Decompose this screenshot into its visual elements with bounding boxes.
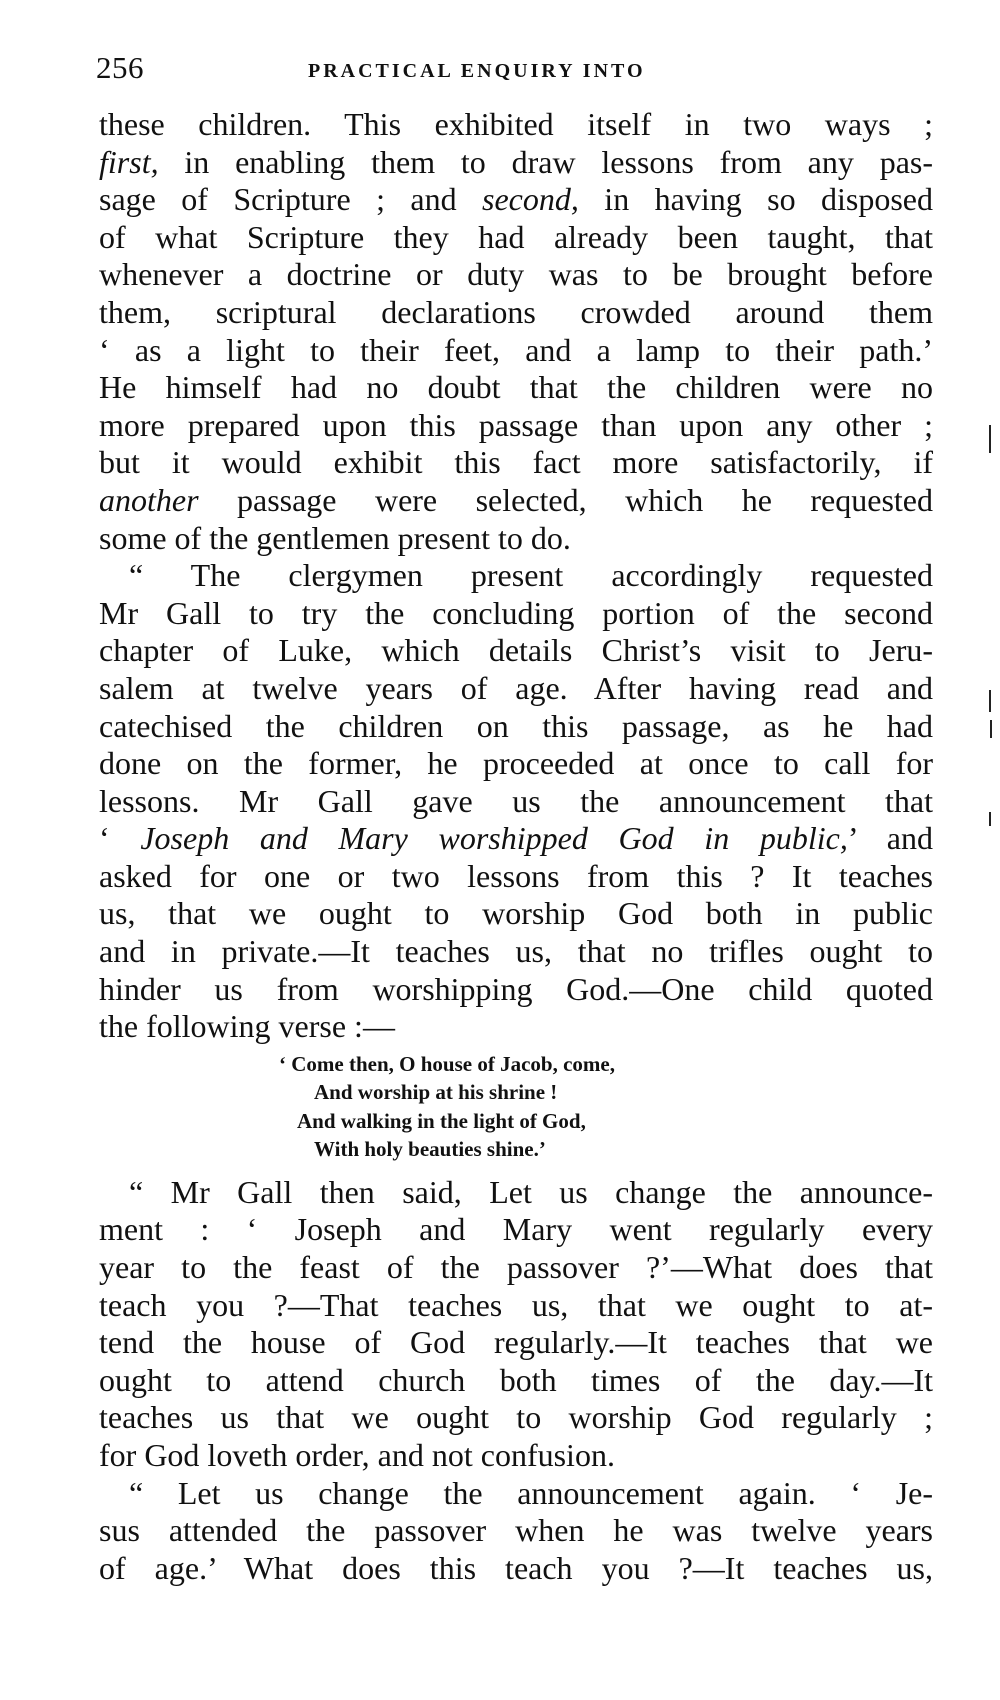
text-line: them, scriptural declarations crowded around them (99, 293, 933, 330)
text-line: lessons. Mr Gall gave us the announcement that (99, 782, 933, 819)
text-line: tend the house of God regularly.—It teaches that we (99, 1324, 933, 1361)
text-line: whenever a doctrine or duty was to be brought before (99, 256, 933, 293)
text-line: these children. This exhibited itself in two ways ; (99, 106, 933, 142)
text-line: us, that we ought to worship God both in public (99, 895, 933, 932)
poem-line: ‘ Come then, O house of Jacob, come, (279, 1051, 615, 1076)
text-line: sus attended the passover when he was twelve years (99, 1512, 933, 1549)
text-line: and in private.—It teaches us, that no trifles ought to (99, 933, 933, 970)
text-line: more prepared upon this passage than upon any other ; (99, 406, 933, 443)
poem-line: With holy beauties shine.’ (314, 1137, 546, 1162)
body-text (99, 106, 933, 1587)
text-line: chapter of Luke, which details Christ’s visit to Jeru- (99, 632, 933, 669)
text-line: year to the feast of the passover ?’—What does that (99, 1249, 933, 1286)
text-line: ‘ as a light to their feet, and a lamp to their path.’ (99, 331, 933, 368)
poem-quotation (99, 1046, 933, 1174)
text-line: for God loveth order, and not confusion. (99, 1437, 615, 1473)
italic-word: second, (482, 181, 579, 218)
margin-scan-marks (985, 0, 1000, 1700)
text-span: in enabling them to draw lessons from any pas- (158, 143, 933, 180)
text-line (99, 144, 933, 182)
text-span: passage were selected, which he requested (198, 481, 933, 518)
text-line: of what Scripture they had already been taught, that (99, 218, 933, 255)
text-line: of age.’ What does this teach you ?—It teaches us, (99, 1549, 933, 1586)
italic-word: first, (99, 143, 159, 180)
italic-word: another (99, 481, 199, 518)
text-span: ‘ (99, 820, 141, 857)
scan-mark (989, 425, 991, 453)
text-line: some of the gentlemen present to do. (99, 519, 571, 556)
poem-line: And walking in the light of God, (297, 1108, 586, 1133)
italic-phrase: Joseph and Mary worshipped God in public, (140, 820, 848, 857)
poem-line: And worship at his shrine ! (314, 1080, 558, 1105)
text-line (99, 820, 933, 858)
text-line (99, 181, 933, 219)
text-line: “ Let us change the announcement again. ‘ Je- (129, 1474, 933, 1511)
text-span: ’ and (847, 820, 934, 857)
page-header (96, 50, 936, 90)
text-line: teaches us that we ought to worship God regularly ; (99, 1399, 933, 1436)
page-number: 256 (96, 50, 144, 85)
scan-mark (989, 690, 991, 712)
text-line: the following verse :— (99, 1008, 395, 1045)
text-line: but it would exhibit this fact more satisfactorily, if (99, 444, 933, 481)
text-line: asked for one or two lessons from this ? It teaches (99, 857, 933, 894)
text-line: salem at twelve years of age. After having read and (99, 669, 933, 706)
text-line: hinder us from worshipping God.—One child quoted (99, 970, 933, 1007)
text-span: sage of Scripture ; and (99, 181, 483, 218)
text-line: teach you ?—That teaches us, that we ought to at- (99, 1286, 933, 1323)
text-line: ment : ‘ Joseph and Mary went regularly every (99, 1211, 933, 1248)
text-line: ought to attend church both times of the day.—It (99, 1361, 933, 1398)
text-line: “ Mr Gall then said, Let us change the announce- (129, 1173, 933, 1210)
running-head: PRACTICAL ENQUIRY INTO (308, 60, 646, 82)
text-line: “ The clergymen present accordingly requested (129, 557, 933, 594)
text-line: Mr Gall to try the concluding portion of the second (99, 594, 933, 631)
scan-mark (990, 720, 992, 738)
text-line: catechised the children on this passage, as he had (99, 707, 933, 744)
scan-mark (989, 812, 991, 826)
text-span: in having so disposed (578, 181, 933, 218)
text-line: He himself had no doubt that the children were no (99, 369, 933, 406)
text-line: done on the former, he proceeded at once to call for (99, 745, 933, 782)
text-line (99, 482, 933, 520)
